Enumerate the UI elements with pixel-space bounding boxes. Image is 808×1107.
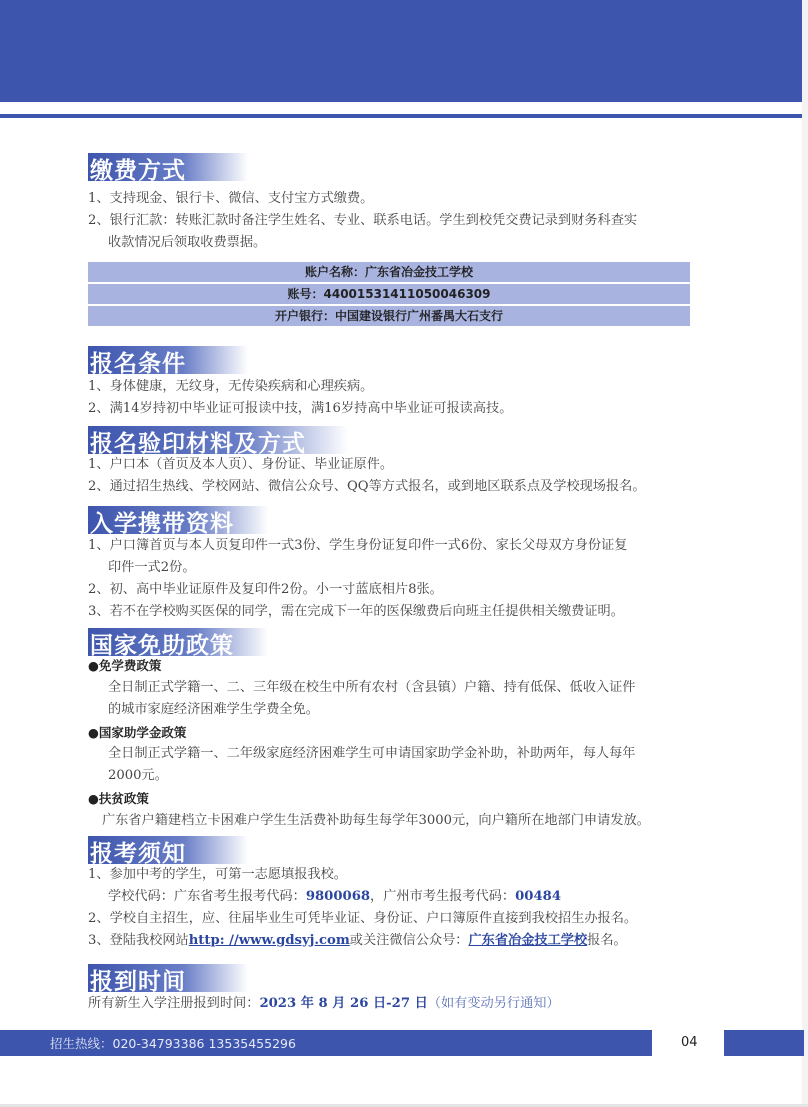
policy-1-line-2: 的城市家庭经济困难学生学费全免。 bbox=[108, 702, 319, 717]
report-date: 2023 年 8 月 26 日-27 日 bbox=[259, 996, 428, 1011]
payment-line-1: 1、支持现金、银行卡、微信、支付宝方式缴费。 bbox=[88, 191, 374, 206]
policy-1-line-1: 全日制正式学籍一、二、三年级在校生中所有农村（含县镇）户籍、持有低保、低收入证件 bbox=[108, 680, 636, 695]
conditions-line-1: 1、身体健康，无纹身，无传染疾病和心理疾病。 bbox=[88, 379, 374, 394]
section-exam-heading: 报考须知 bbox=[88, 836, 248, 868]
exam-line-2: 2、学校自主招生，应、往届毕业生可凭毕业证、身份证、户口簿原件直接到我校招生办报名。 bbox=[88, 911, 638, 926]
page-number: 04 bbox=[681, 1035, 698, 1050]
policy-3-title: ●扶贫政策 bbox=[88, 791, 149, 806]
policy-2-title: ●国家助学金政策 bbox=[88, 725, 187, 740]
materials-line-2: 2、通过招生热线、学校网站、微信公众号、QQ等方式报名，或到地区联系点及学校现场报名。 bbox=[88, 479, 646, 494]
policy-1-title: ●免学费政策 bbox=[88, 658, 162, 673]
bring-line-1: 1、户口簿首页与本人页复印件一式3份、学生身份证复印件一式6份、家长父母双方身份证复 bbox=[88, 538, 628, 553]
page-edge bbox=[802, 0, 808, 1107]
section-conditions-heading: 报名条件 bbox=[88, 346, 248, 378]
section-policy-heading: 国家免助政策 bbox=[88, 628, 268, 660]
account-number-row: 账号：44001531411050046309 bbox=[88, 284, 690, 304]
bring-line-2: 2、初、高中毕业证原件及复印件2份。小一寸蓝底相片8张。 bbox=[88, 582, 443, 597]
account-name-row: 账户名称：广东省冶金技工学校 bbox=[88, 262, 690, 282]
exam-line-codes: 学校代码：广东省考生报考代码：9800068，广州市考生报考代码：00484 bbox=[108, 889, 561, 904]
school-website-link[interactable]: http: //www.gdsyj.com bbox=[188, 933, 350, 948]
bring-line-1b: 印件一式2份。 bbox=[108, 560, 196, 575]
conditions-line-2: 2、满14岁持初中毕业证可报读中技，满16岁持高中毕业证可报读高技。 bbox=[88, 401, 513, 416]
bank-row: 开户银行：中国建设银行广州番禺大石支行 bbox=[88, 306, 690, 326]
section-bring-heading: 入学携带资料 bbox=[88, 506, 268, 538]
section-materials-heading: 报名验印材料及方式 bbox=[88, 426, 348, 458]
guangdong-exam-code: 9800068 bbox=[305, 889, 371, 904]
wechat-account-link[interactable]: 广东省冶金技工学校 bbox=[468, 933, 588, 948]
guangzhou-exam-code: 00484 bbox=[515, 889, 561, 904]
bring-line-3: 3、若不在学校购买医保的同学，需在完成下一年的医保缴费后向班主任提供相关缴费证明。 bbox=[88, 604, 624, 619]
section-payment-heading: 缴费方式 bbox=[88, 153, 248, 185]
section-report-heading: 报到时间 bbox=[88, 964, 248, 996]
policy-2-line-1: 全日制正式学籍一、二年级家庭经济困难学生可申请国家助学金补助，补助两年，每人每年 bbox=[108, 746, 636, 761]
footer-bar-right bbox=[724, 1030, 804, 1056]
policy-2-line-2: 2000元。 bbox=[108, 768, 168, 783]
report-line: 所有新生入学注册报到时间：2023 年 8 月 26 日-27 日（如有变动另行通知） bbox=[88, 996, 560, 1011]
header-banner bbox=[0, 0, 802, 102]
materials-line-1: 1、户口本（首页及本人页）、身份证、毕业证原件。 bbox=[88, 457, 394, 472]
header-rule bbox=[0, 114, 802, 118]
payment-line-2b: 收款情况后领取收费票据。 bbox=[108, 235, 267, 250]
footer-bar bbox=[0, 1030, 652, 1056]
policy-3-line-1: 广东省户籍建档立卡困难户学生生活费补助每生每学年3000元，向户籍所在地部门申请发放。 bbox=[102, 813, 650, 828]
exam-line-1: 1、参加中考的学生，可第一志愿填报我校。 bbox=[88, 867, 347, 882]
payment-line-2: 2、银行汇款：转账汇款时备注学生姓名、专业、联系电话。学生到校凭交费记录到财务科查实 bbox=[88, 213, 638, 228]
exam-line-3: 3、登陆我校网站http: //www.gdsyj.com或关注微信公众号：广东省冶金技工学校报名。 bbox=[88, 933, 627, 948]
report-note: （如有变动另行通知） bbox=[427, 996, 560, 1011]
hotline: 招生热线：020-34793386 13535455296 bbox=[50, 1036, 296, 1051]
